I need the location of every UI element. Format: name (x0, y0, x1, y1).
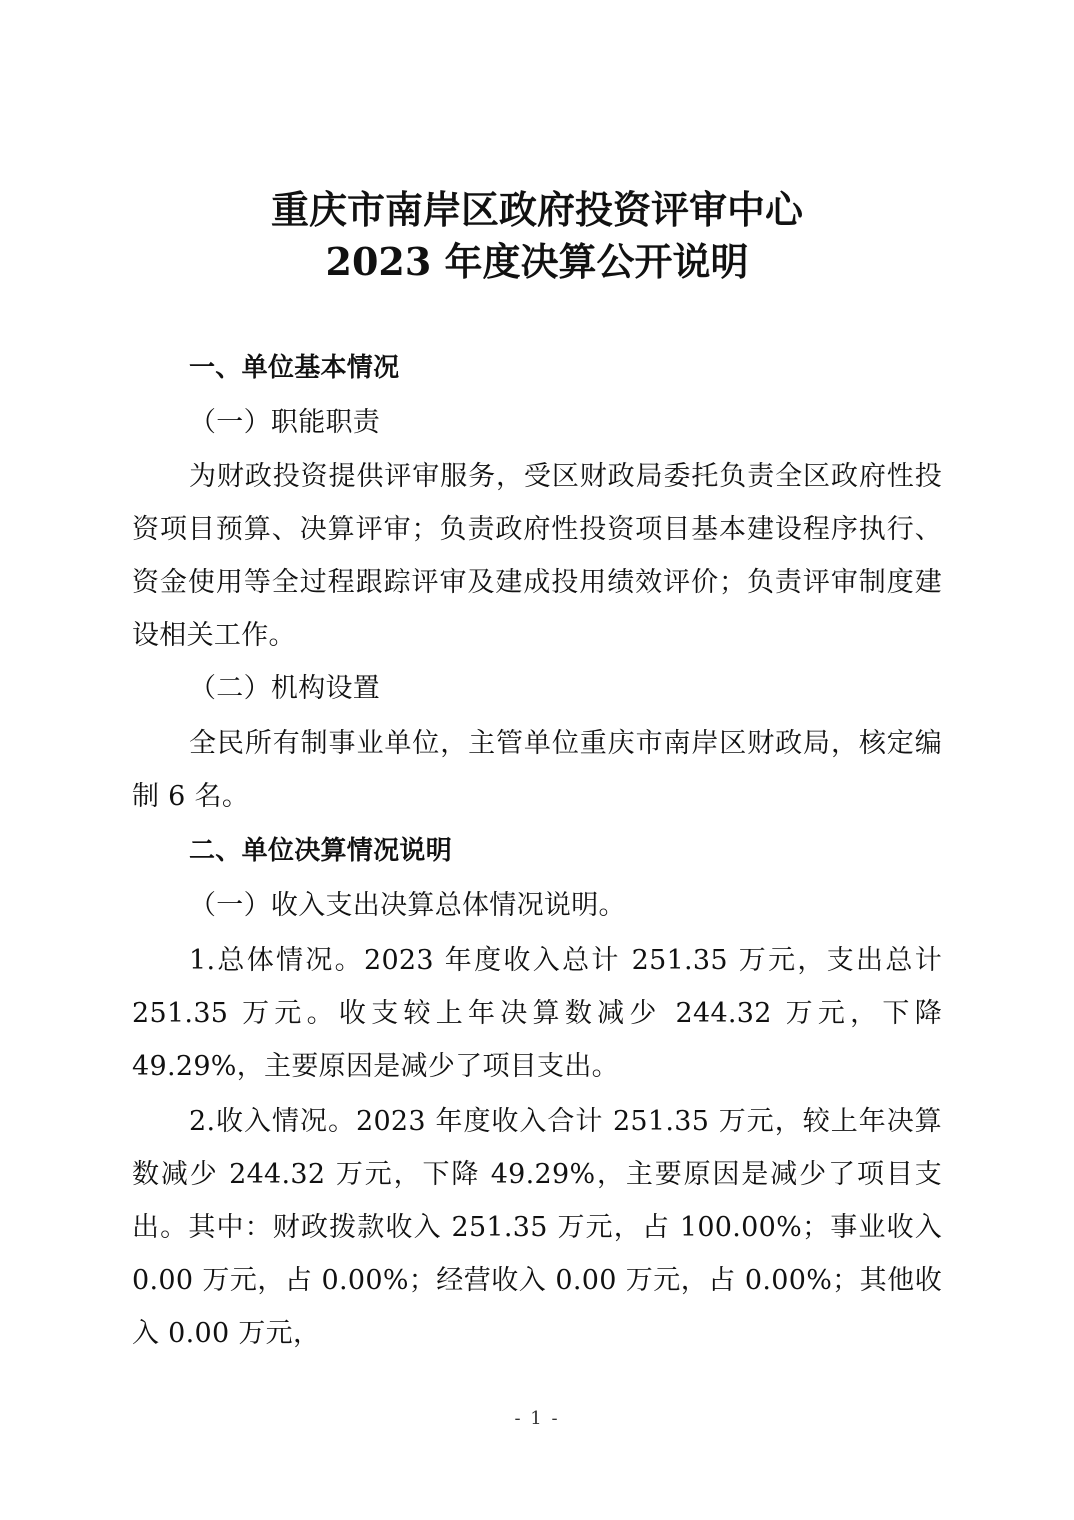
paragraph-organization: 全民所有制事业单位，主管单位重庆市南岸区财政局，核定编制 6 名。 (132, 728, 942, 812)
subsection-heading-functions: （一）职能职责 (189, 407, 381, 438)
paragraph-functions: 为财政投资提供评审服务，受区财政局委托负责全区政府性投资项目预算、决算评审；负责政府性投资项目基本建设程序执行、资金使用等全过程跟踪评审及建成投用绩效评价；负责评审制度建设相关工作。 (132, 461, 942, 651)
subsection-heading-income-expenditure: （一）收入支出决算总体情况说明。 (189, 890, 626, 921)
paragraph-overall: 1.总体情况。2023 年度收入总计 251.35 万元，支出总计 251.35 万元。收支较上年决算数减少 244.32 万元，下降 49.29%，主要原因是减少了项目支出。 (132, 945, 942, 1082)
subsection-heading-organization: （二）机构设置 (189, 673, 381, 704)
page-number: - 1 - (514, 1408, 560, 1429)
section-heading-final-accounts: 二、单位决算情况说明 (189, 836, 453, 866)
section-heading-unit-basic: 一、单位基本情况 (189, 353, 400, 383)
document-title-line2: 2023 年度决算公开说明 (325, 239, 749, 284)
document-title-line1: 重庆市南岸区政府投资评审中心 (270, 187, 803, 232)
paragraph-income: 2.收入情况。2023 年度收入合计 251.35 万元，较上年决算数减少 244.32 万元，下降 49.29%，主要原因是减少了项目支出。其中：财政拨款收入 251.35 万元，占 100.00%；事业收入 0.00 万元，占 0.00%；经营收入 0.00 万元，占 0.00%；其他收入 0.00 万元， (132, 1106, 942, 1349)
